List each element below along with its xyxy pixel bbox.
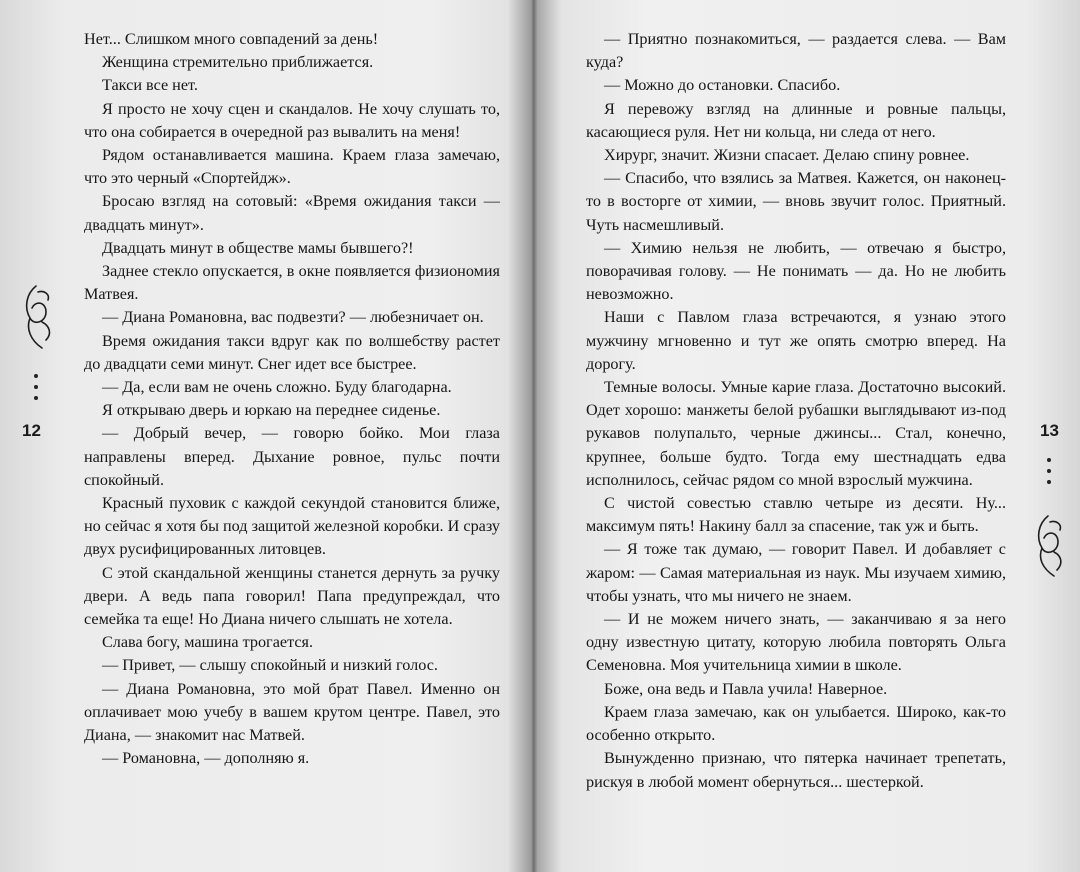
paragraph: Я перевожу взгляд на длинные и ровные пальцы, касающиеся руля. Нет ни кольца, ни следа от него.: [586, 99, 1006, 141]
paragraph: Двадцать минут в обществе мамы бывшего?!: [102, 238, 414, 257]
paragraph: — Диана Романовна, это мой брат Павел. Именно он оплачивает мою учебу в вашем крутом центре. Павел, это Диана, — знакомит нас Матвей.: [84, 679, 500, 745]
paragraph: — Диана Романовна, вас подвезти? — любезничает он.: [102, 308, 484, 327]
paragraph: С чистой совестью ставлю четыре из десяти. Ну... максимум пять! Накину балл за спасение, так уж и быть.: [586, 494, 1006, 536]
paragraph: — Привет, — слышу спокойный и низкий голос.: [102, 656, 438, 675]
paragraph: — Добрый вечер, — говорю бойко. Мои глаза направлены вперед. Дыхание ровное, пульс почти спокойный.: [84, 424, 500, 489]
paragraph: Наши с Павлом глаза встречаются, я узнаю этого мужчину мгновенно и тут же опять смотрю вперед. На дорогу.: [586, 308, 1006, 373]
paragraph: Рядом останавливается машина. Краем глаза замечаю, что это черный «Спортейдж».: [84, 146, 500, 188]
paragraph: Нет... Слишком много совпадений за день!: [84, 30, 379, 48]
paragraph: Хирург, значит. Жизни спасает. Делаю спину ровнее.: [604, 146, 970, 165]
paragraph: — Да, если вам не очень сложно. Буду благодарна.: [102, 378, 452, 397]
left-page-text: [84, 28, 500, 771]
face-logo-icon: [1026, 512, 1066, 587]
paragraph: Заднее стекло опускается, в окне появляется физиономия Матвея.: [84, 262, 500, 304]
right-page-text: [586, 28, 1006, 794]
paragraph: — И не можем ничего знать, — заканчиваю я за него одну известную цитату, которую любила повторять Ольга Семеновна. Моя учительница химии в школе.: [586, 610, 1006, 675]
page-number: 13: [1040, 421, 1059, 440]
paragraph: Вынужденно признаю, что пятерка начинает трепетать, рискуя в любой момент обернуться... шестеркой.: [586, 749, 1006, 791]
paragraph: Такси все нет.: [102, 76, 198, 95]
paragraph: Темные волосы. Умные карие глаза. Достаточно высокий. Одет хорошо: манжеты белой рубашки выглядывают из-под рукавов полупальто, черные джинсы... Стал, конечно, крупнее, больше будто. Тогда ему шестнадцать едва исполнилось, сейчас рядом со мной взрослый мужчина.: [586, 378, 1006, 489]
paragraph: Боже, она ведь и Павла учила! Наверное.: [604, 679, 888, 698]
page-number: 12: [22, 421, 41, 440]
paragraph: Я просто не хочу сцен и скандалов. Не хочу слушать то, что она собирается в очередной раз вывалить на меня!: [84, 99, 500, 141]
paragraph: — Я тоже так думаю, — говорит Павел. И добавляет с жаром: — Самая материальная из наук. Мы изучаем химию, чтобы узнать, что мы ничего не знаем.: [586, 540, 1006, 605]
paragraph: Краем глаза замечаю, как он улыбается. Широко, как-то особенно открыто.: [586, 702, 1006, 745]
face-logo-icon: [16, 282, 58, 359]
paragraph: Женщина стремительно приближается.: [102, 53, 374, 72]
paragraph: Красный пуховик с каждой секундой становится ближе, но сейчас я хотя бы под защитой железной коробки. И сразу двух русифицированных литовцев.: [84, 494, 500, 559]
paragraph: — Романовна, — дополняю я.: [102, 749, 310, 768]
paragraph: Время ожидания такси вдруг как по волшебству растет до двадцати семи минут. Снег идет все быстрее.: [84, 331, 500, 373]
page-ornament-dots: [1046, 458, 1052, 491]
paragraph: — Можно до остановки. Спасибо.: [604, 76, 841, 95]
page-ornament-dots: [33, 374, 39, 407]
paragraph: — Спасибо, что взялись за Матвея. Кажется, он наконец-то в восторге от химии, — вновь звучит голос. Приятный. Чуть насмешливый.: [586, 169, 1006, 234]
paragraph: С этой скандальной женщины станется дернуть за ручку двери. А ведь папа говорил! Папа предупреждал, что семейка та еще! Но Диана ничего слышать не хотела.: [84, 563, 500, 629]
paragraph: Бросаю взгляд на сотовый: «Время ожидания такси — двадцать минут».: [84, 192, 500, 234]
paragraph: Слава богу, машина трогается.: [102, 633, 314, 652]
paragraph: Я открываю дверь и юркаю на переднее сиденье.: [102, 401, 441, 420]
paragraph: — Химию нельзя не любить, — отвечаю я быстро, поворачивая голову. — Не понимать — да. Но не любить невозможно.: [586, 238, 1006, 304]
paragraph: — Приятно познакомиться, — раздается слева. — Вам куда?: [586, 30, 1006, 72]
